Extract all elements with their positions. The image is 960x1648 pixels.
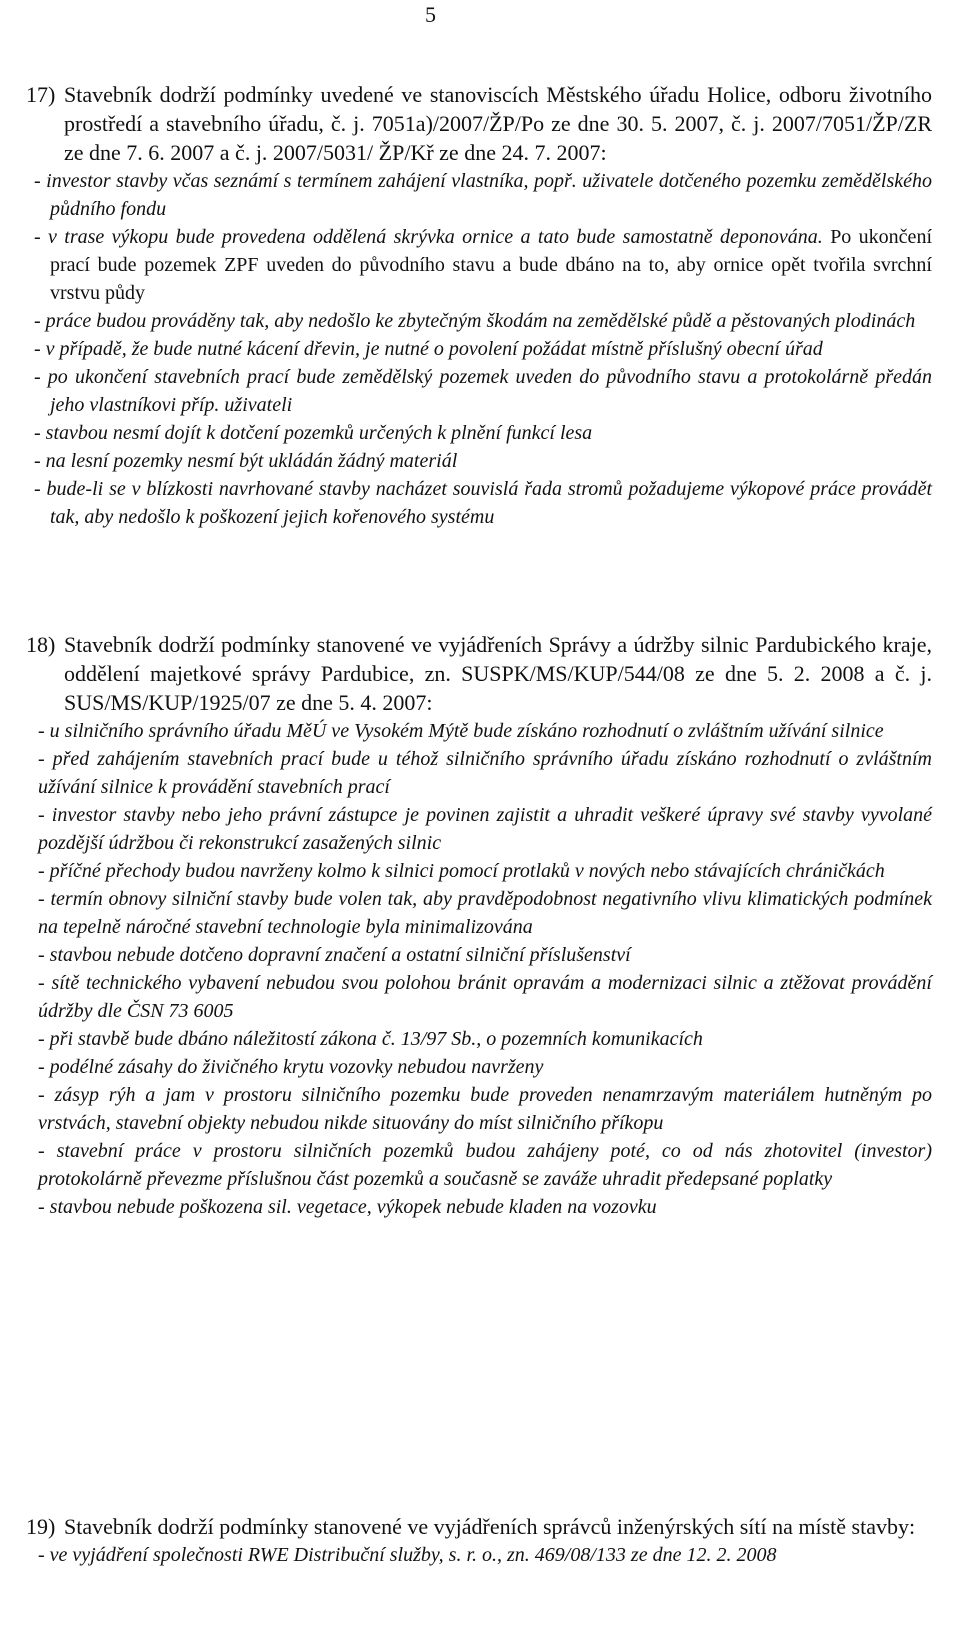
item-number: 19) [26,1514,56,1539]
list-item: - při stavbě bude dbáno náležitostí zákona č. 13/97 Sb., o pozemních komunikacích [38,1028,703,1050]
item-number: 18) [26,632,56,657]
list-item: - stavební práce v prostoru silničních pozemků budou zahájeny poté, co od nás zhotovitel (investor) protokolárně převezme příslušnou část pozemků a současně se zaváže uhradit předepsané poplatky [38,1140,932,1190]
list-item: - v případě, že bude nutné kácení dřevin, je nutné o povolení požádat místně příslušný obecní úřad [34,338,823,360]
list-item: - stavbou nesmí dojít k dotčení pozemků určených k plnění funkcí lesa [34,422,593,444]
list-item: - ve vyjádření společnosti RWE Distribuční služby, s. r. o., zn. 469/08/133 ze dne 12. 2. 2008 [38,1544,777,1566]
list-item: - u silničního správního úřadu MěÚ ve Vysokém Mýtě bude získáno rozhodnutí o zvláštním užívání silnice [38,720,884,742]
condition-list [34,167,932,531]
list-item: - stavbou nebude dotčeno dopravní značení a ostatní silniční příslušenství [38,944,631,966]
condition-list [38,1541,932,1569]
list-item: - příčné přechody budou navrženy kolmo k silnici pomocí protlaků v nových nebo stávajících chráničkách [38,860,885,882]
bullet-text: - v trase výkopu bude provedena oddělená skrývka ornice a tato bude samostatně deponována. [34,226,823,248]
list-item: - stavbou nebude poškozena sil. vegetace, výkopek nebude kladen na vozovku [38,1196,657,1218]
list-item: - bude-li se v blízkosti navrhované stavby nacházet souvislá řada stromů požadujeme výkopové práce provádět tak, aby nedošlo k poškození jejich kořenového systému [34,478,932,528]
list-item: - investor stavby včas seznámí s termínem zahájení vlastníka, popř. uživatele dotčeného pozemku zemědělského půdního fondu [34,170,932,220]
list-item: - podélné zásahy do živičného krytu vozovky nebudou navrženy [38,1056,544,1078]
list-item: - termín obnovy silniční stavby bude volen tak, aby pravděpodobnost negativního vlivu klimatických podmínek na tepelně náročné stavební technologie byla minimalizována [38,888,932,938]
condition-list [38,717,932,1221]
item-heading: Stavebník dodrží podmínky stanovené ve vyjádřeních Správy a údržby silnic Pardubického kraje, oddělení majetkové správy Pardubice, zn. SUSPK/MS/KUP/544/08 ze dne 5. 2. 2008 a č. j. SUS/MS/KUP/1925/07 ze dne 5. 4. 2007: [64,632,932,715]
list-item: - zásyp rýh a jam v prostoru silničního pozemku bude proveden nenamrzavým materiálem hutněným po vrstvách, stavební objekty nebudou nikde situovány do míst silničního příkopu [38,1084,932,1134]
item-heading: Stavebník dodrží podmínky stanovené ve vyjádřeních správců inženýrských sítí na místě stavby: [64,1514,916,1539]
condition-item-19 [26,1512,932,1569]
condition-item-17 [26,80,932,531]
list-item [34,223,932,307]
item-number: 17) [26,82,56,107]
list-item: - po ukončení stavebních prací bude zemědělský pozemek uveden do původního stavu a protokolárně předán jeho vlastníkovi příp. uživateli [34,366,932,416]
list-item: - sítě technického vybavení nebudou svou polohou bránit opravám a modernizaci silnic a ztěžovat provádění údržby dle ČSN 73 6005 [38,972,932,1022]
item-heading: Stavebník dodrží podmínky uvedené ve stanoviscích Městského úřadu Holice, odboru životního prostředí a stavebního úřadu, č. j. 7051a)/2007/ŽP/Po ze dne 30. 5. 2007, č. j. 2007/7051/ŽP/ZR ze dne 7. 6. 2007 a č. j. 2007/5031/ ŽP/Kř ze dne 24. 7. 2007: [64,82,932,165]
page-number: 5 [425,2,436,27]
list-item: - před zahájením stavebních prací bude u téhož silničního správního úřadu získáno rozhodnutí o zvláštním užívání silnice k provádění stavebních prací [38,748,932,798]
list-item: - investor stavby nebo jeho právní zástupce je povinen zajistit a uhradit veškeré úpravy své stavby vyvolané pozdější údržbou či rekonstrukcí zasažených silnic [38,804,932,854]
condition-item-18 [26,630,932,1221]
bullet-continuation: Po ukončení prací bude pozemek ZPF uveden do původního stavu a bude dbáno na to, aby ornice opět tvořila svrchní vrstvu půdy [50,226,932,304]
list-item: - na lesní pozemky nesmí být ukládán žádný materiál [34,450,458,472]
list-item: - práce budou prováděny tak, aby nedošlo ke zbytečným škodám na zemědělské půdě a pěstovaných plodinách [34,310,916,332]
